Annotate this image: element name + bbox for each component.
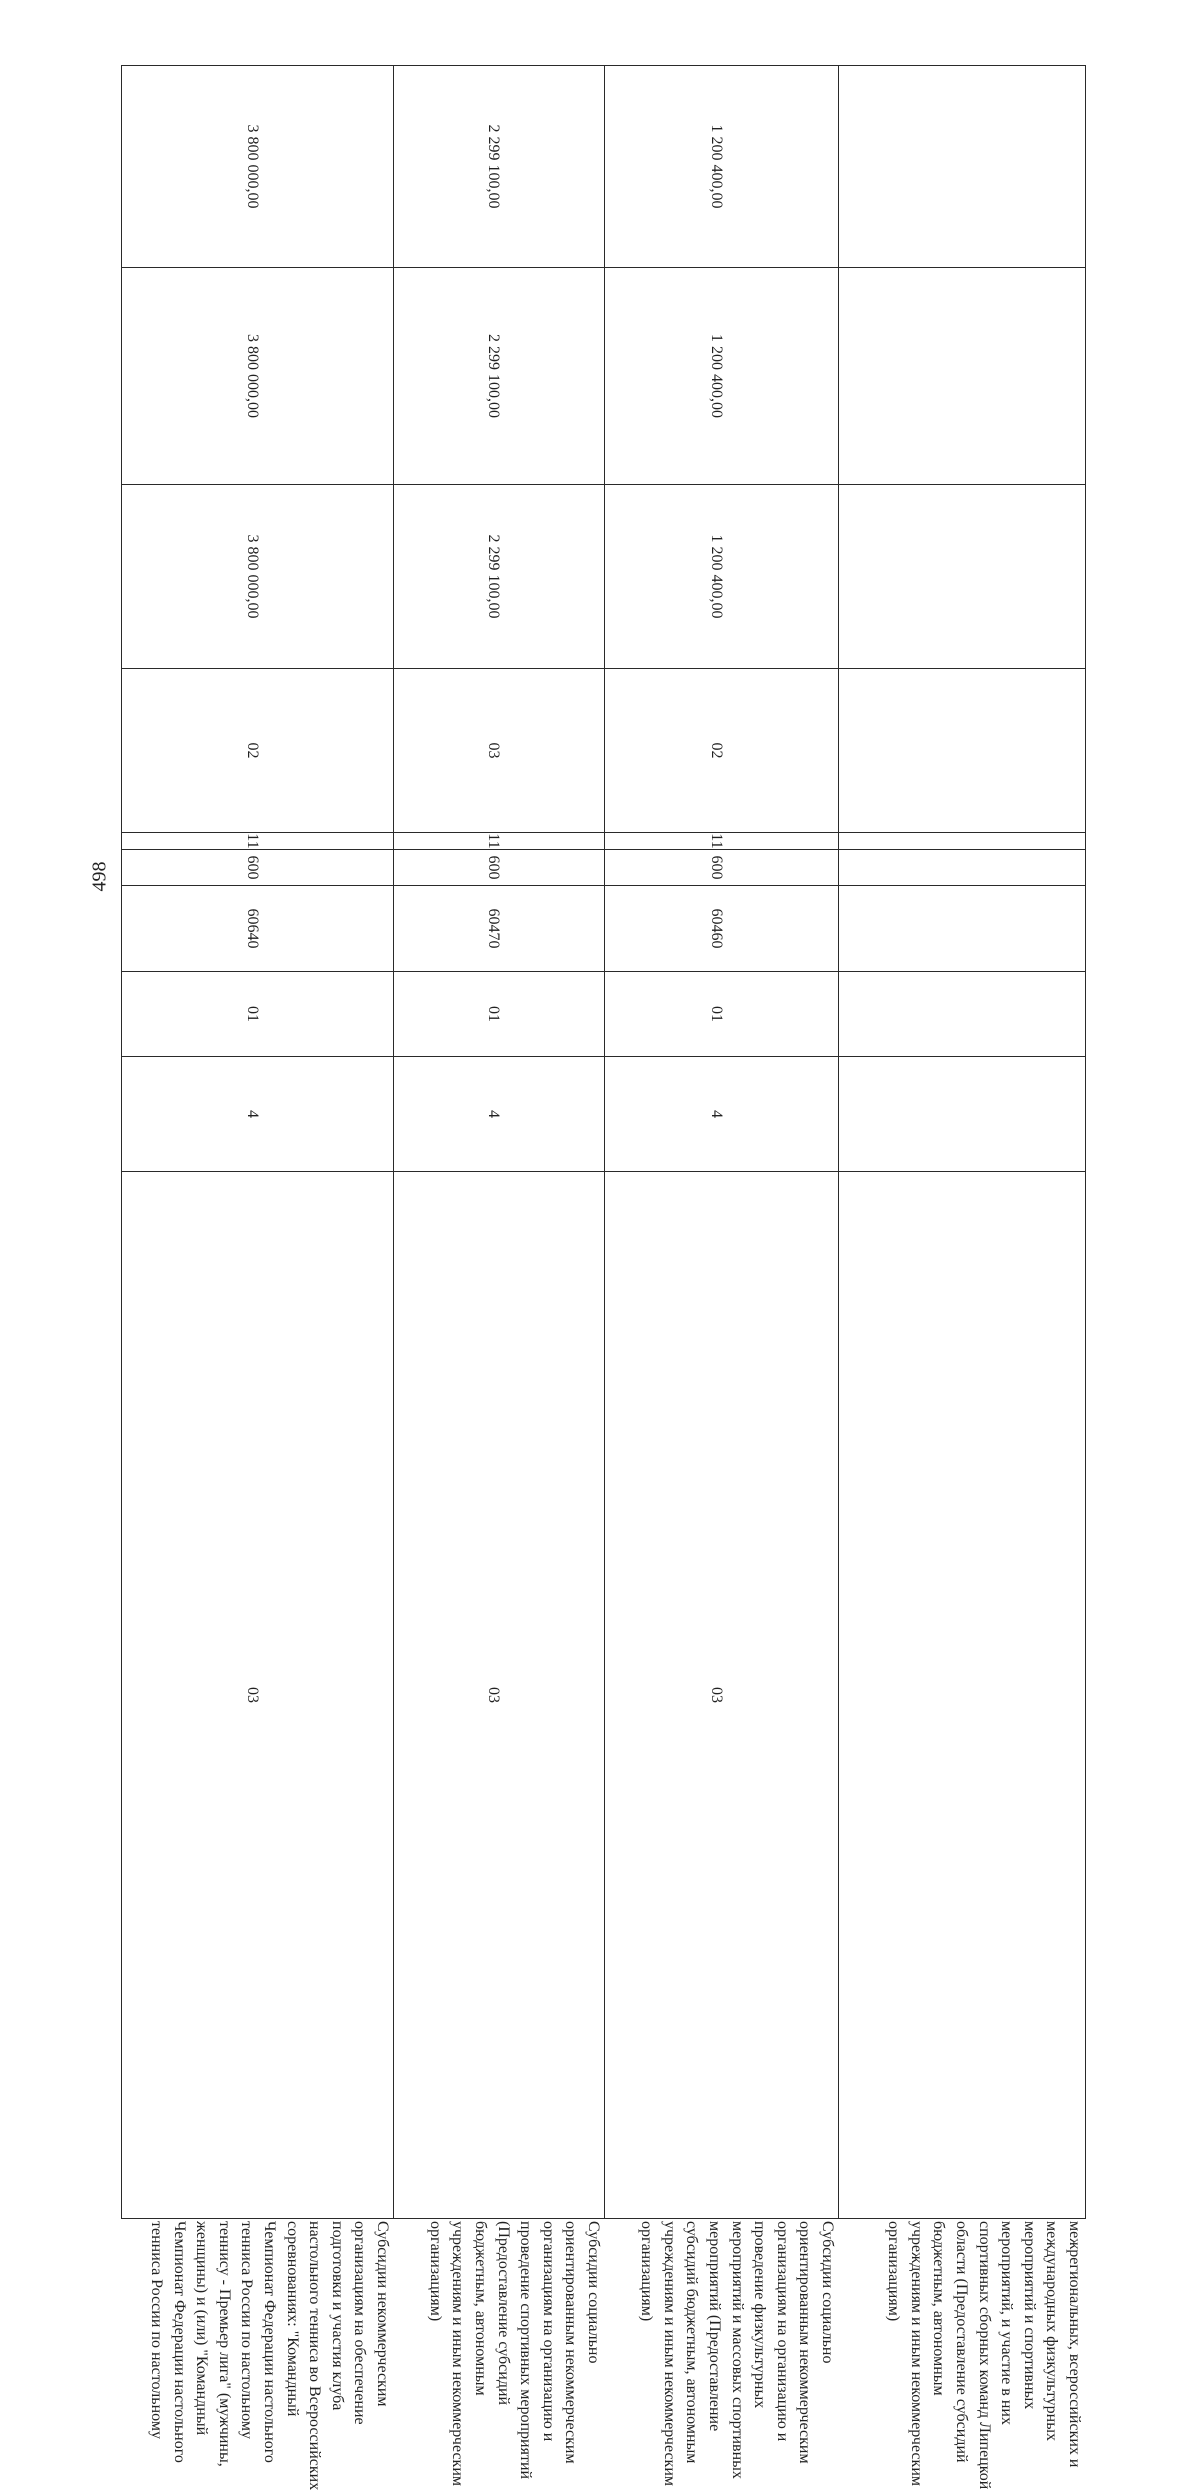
amount-1: 2 299 100,00 bbox=[394, 485, 605, 669]
code-section: 03 bbox=[605, 1172, 839, 2219]
code-program: 4 bbox=[394, 1057, 605, 1172]
table-row: 1 200 400,00 1 200 400,00 1 200 400,00 02 11 600 60460 01 4 03 Субсидии социально ориентированным некоммерческим организациям на организацию и проведение физкультурных мероприятий и массовых спортивных мероприятий (Предоставление субсидий бюджетным, автономным учреждениям и иным некоммерческим организациям) bbox=[605, 66, 839, 2219]
amount-2: 2 299 100,00 bbox=[394, 268, 605, 485]
code-program bbox=[839, 1057, 1086, 1172]
table-row: 2 299 100,00 2 299 100,00 2 299 100,00 03 11 600 60470 01 4 03 Субсидии социально ориентированным некоммерческим организациям на организацию и проведение спортивных мероприятий (Предоставление субсидий бюджетным, автономным учреждениям и иным некоммерческим организациям) bbox=[394, 66, 605, 2219]
code-expense-type: 600 bbox=[122, 850, 394, 886]
code-expense-type: 600 bbox=[605, 850, 839, 886]
code-subprogram: 01 bbox=[394, 972, 605, 1057]
code-chapter: 11 bbox=[605, 833, 839, 850]
code-chapter bbox=[839, 833, 1086, 850]
amount-1: 1 200 400,00 bbox=[605, 485, 839, 669]
amount-1 bbox=[839, 485, 1086, 669]
amount-3: 2 299 100,00 bbox=[394, 66, 605, 268]
code-section: 03 bbox=[394, 1172, 605, 2219]
amount-3: 3 800 000,00 bbox=[122, 66, 394, 268]
code-expense-type bbox=[839, 850, 1086, 886]
code-subprogram bbox=[839, 972, 1086, 1057]
code-target: 60470 bbox=[394, 886, 605, 972]
code-chapter: 11 bbox=[122, 833, 394, 850]
code-subchapter: 03 bbox=[394, 669, 605, 833]
amount-3: 1 200 400,00 bbox=[605, 66, 839, 268]
code-target: 60460 bbox=[605, 886, 839, 972]
code-subchapter bbox=[839, 669, 1086, 833]
code-program: 4 bbox=[122, 1057, 394, 1172]
code-subchapter: 02 bbox=[605, 669, 839, 833]
page-number: 498 bbox=[88, 861, 111, 891]
budget-table bbox=[121, 65, 1086, 2490]
amount-1: 3 800 000,00 bbox=[122, 485, 394, 669]
amount-2: 1 200 400,00 bbox=[605, 268, 839, 485]
amount-2 bbox=[839, 268, 1086, 485]
code-subchapter: 02 bbox=[122, 669, 394, 833]
table-row: межрегиональных, всероссийских и международных физкультурных мероприятий и спортивных мероприятий, и участие в них спортивных сборных команд Липецкой области (Предоставление субсидий бюджетным, автономным учреждениям и иным некоммерческим организациям) bbox=[839, 66, 1086, 2219]
code-section: 03 bbox=[122, 1172, 394, 2219]
code-chapter: 11 bbox=[394, 833, 605, 850]
table-row: 3 800 000,00 3 800 000,00 3 800 000,00 02 11 600 60640 01 4 03 Субсидии некоммерческим организациям на обеспечение подготовки и участия клуба настольного тенниса во Всероссийских соревнованиях: "Командный Чемпионат Федерации настольного тенниса России по настольному теннису - Премьер лига" (мужчины, женщины) и (или) "Командный Чемпионат Федерации настольного тенниса России по настольному bbox=[122, 66, 394, 2219]
amount-2: 3 800 000,00 bbox=[122, 268, 394, 485]
amount-3 bbox=[839, 66, 1086, 268]
code-section bbox=[839, 1172, 1086, 2219]
code-subprogram: 01 bbox=[605, 972, 839, 1057]
code-target: 60640 bbox=[122, 886, 394, 972]
code-program: 4 bbox=[605, 1057, 839, 1172]
code-expense-type: 600 bbox=[394, 850, 605, 886]
code-target bbox=[839, 886, 1086, 972]
code-subprogram: 01 bbox=[122, 972, 394, 1057]
budget-table-container bbox=[122, 65, 1086, 2490]
